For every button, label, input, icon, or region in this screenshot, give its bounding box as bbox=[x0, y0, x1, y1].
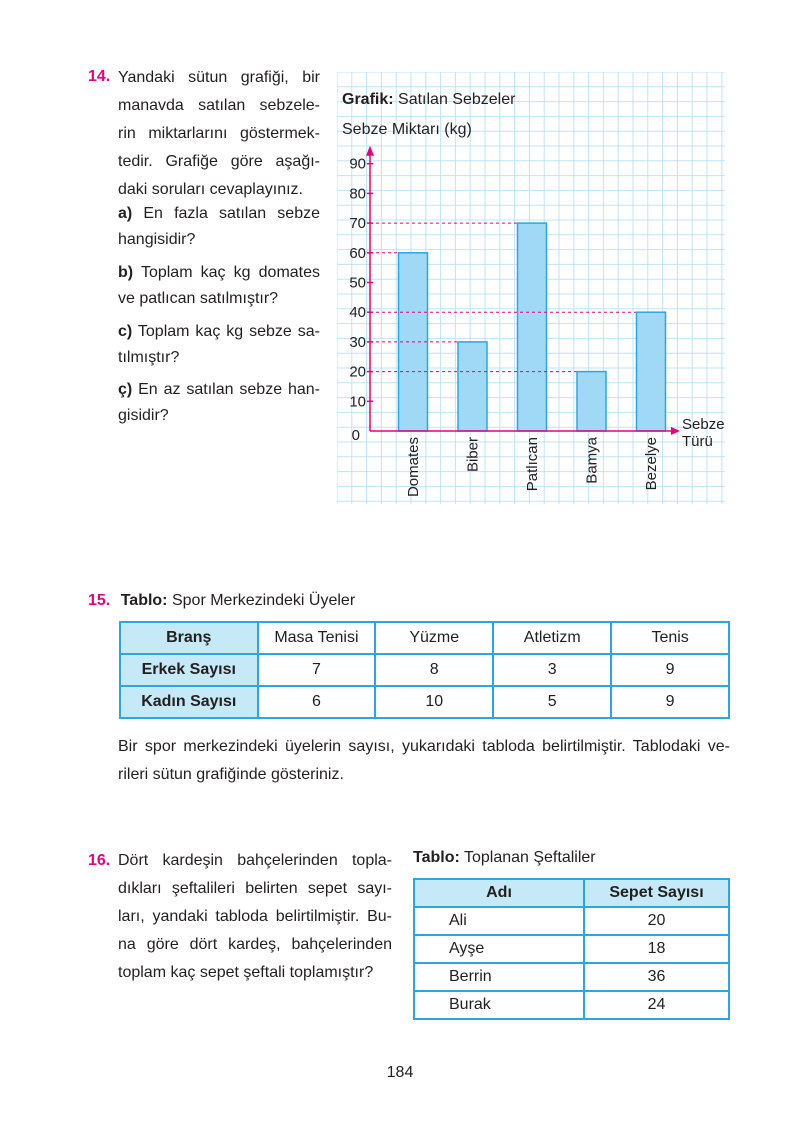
y-tick-label: 10 bbox=[349, 393, 366, 411]
question-16-text bbox=[118, 847, 392, 987]
table-cell-name: Burak bbox=[414, 991, 584, 1019]
sports-members-table bbox=[119, 621, 730, 719]
q14-a-line: En fazla satılan sebze bbox=[143, 205, 320, 222]
question-14-number: 14. bbox=[88, 68, 111, 85]
table-header-row bbox=[414, 879, 729, 907]
table-row bbox=[414, 991, 729, 1019]
y-axis-arrow bbox=[366, 146, 374, 156]
q16-table-title bbox=[413, 849, 596, 867]
table-cell: 8 bbox=[375, 654, 493, 686]
x-axis-label-line2: Türü bbox=[682, 433, 713, 450]
category-label: Bezelye bbox=[643, 437, 660, 491]
table-cell: 7 bbox=[258, 654, 376, 686]
q14-b-label: b) bbox=[118, 264, 134, 281]
table-row bbox=[120, 654, 729, 686]
table-cell: 6 bbox=[258, 686, 376, 718]
bar-bamya bbox=[577, 372, 606, 431]
table-header-cell: Sepet Sayısı bbox=[584, 879, 729, 907]
table-cell-name: Ali bbox=[414, 907, 584, 935]
table-header-cell: Yüzme bbox=[375, 622, 493, 654]
page-number: 184 bbox=[386, 1064, 414, 1081]
table-row bbox=[414, 907, 729, 935]
chart-title-bold: Grafik: bbox=[342, 91, 394, 108]
q16-table-title-text: Toplanan Şeftaliler bbox=[463, 849, 596, 866]
q14-a-line: hangisidir? bbox=[118, 231, 196, 248]
q16-text-line: na göre dört kardeş, bahçelerinden bbox=[118, 936, 392, 953]
q14-d-line: En az satılan sebze han- bbox=[138, 381, 320, 398]
table-cell-name: Berrin bbox=[414, 963, 584, 991]
q14-b-line: Toplam kaç kg domates bbox=[140, 264, 321, 281]
q15-table-title-bold: Tablo: bbox=[120, 592, 168, 609]
q16-text-line: Dört kardeşin bahçelerinden topla- bbox=[118, 852, 392, 869]
table-cell-count: 20 bbox=[584, 907, 729, 935]
q16-text-line: dıkları şeftalileri belirten sepet sayı- bbox=[118, 880, 392, 897]
row-label: Erkek Sayısı bbox=[120, 654, 258, 686]
table-header-cell: Masa Tenisi bbox=[258, 622, 376, 654]
q14-a-label: a) bbox=[118, 205, 133, 222]
table-cell: 10 bbox=[375, 686, 493, 718]
table-row bbox=[414, 935, 729, 963]
table-cell-count: 18 bbox=[584, 935, 729, 963]
vegetable-bar-chart bbox=[337, 72, 725, 504]
q15-text-line: Bir spor merkezindeki üyelerin sayısı, yukarıdaki tabloda belirtilmiştir. Tablodaki ve- bbox=[118, 738, 730, 755]
category-label: Biber bbox=[464, 437, 482, 473]
table-row bbox=[414, 963, 729, 991]
table-header-cell: Adı bbox=[414, 879, 584, 907]
q14-d-line: gisidir? bbox=[118, 407, 169, 424]
chart-title-text: Satılan Sebzeler bbox=[398, 91, 516, 108]
q14-c-label: c) bbox=[118, 323, 133, 340]
table-header-cell: Tenis bbox=[611, 622, 729, 654]
x-axis-label-line1: Sebze bbox=[682, 416, 725, 433]
y-tick-label: 20 bbox=[349, 363, 366, 381]
category-label: Patlıcan bbox=[524, 437, 541, 492]
peaches-table bbox=[413, 878, 730, 1020]
bar-patlıcan bbox=[518, 223, 547, 431]
table-cell: 3 bbox=[493, 654, 611, 686]
bar-biber bbox=[458, 342, 487, 431]
y-tick-label: 80 bbox=[349, 185, 366, 203]
table-cell-count: 36 bbox=[584, 963, 729, 991]
q15-table-title: Spor Merkezindeki Üyeler bbox=[171, 592, 356, 609]
q16-table-title-bold: Tablo: bbox=[413, 849, 460, 866]
q14-intro-line: rin miktarlarını göstermek- bbox=[118, 125, 320, 142]
question-16-number: 16. bbox=[88, 852, 111, 869]
question-15-heading bbox=[88, 592, 355, 610]
q14-d-label: ç) bbox=[118, 381, 133, 398]
question-14-intro bbox=[118, 64, 320, 204]
q14-c-line: Toplam kaç kg sebze sa- bbox=[137, 323, 321, 340]
y-axis-label: Sebze Miktarı (kg) bbox=[342, 121, 472, 138]
y-tick-label: 90 bbox=[349, 155, 366, 173]
q14-intro-line: tedir. Grafiğe göre aşağı- bbox=[118, 153, 320, 170]
table-cell-count: 24 bbox=[584, 991, 729, 1019]
table-header-cell: Branş bbox=[120, 622, 258, 654]
y-tick-label: 30 bbox=[349, 333, 366, 351]
category-label: Domates bbox=[405, 437, 422, 498]
table-row bbox=[120, 686, 729, 718]
bar-chart-svg bbox=[337, 72, 725, 504]
q15-text-line: rileri sütun grafiğinde gösteriniz. bbox=[118, 766, 344, 783]
y-tick-label: 40 bbox=[349, 304, 366, 322]
chart-title bbox=[342, 91, 516, 108]
table-cell: 9 bbox=[611, 686, 729, 718]
question-15-number: 15. bbox=[88, 592, 111, 609]
y-tick-label: 0 bbox=[351, 427, 360, 444]
table-cell: 5 bbox=[493, 686, 611, 718]
q16-text-line: toplam kaç sepet şeftali toplamıştır? bbox=[118, 964, 374, 981]
table-header-cell: Atletizm bbox=[493, 622, 611, 654]
q14-intro-line: daki soruları cevaplayınız. bbox=[118, 181, 303, 198]
category-label: Bamya bbox=[583, 437, 601, 484]
row-label: Kadın Sayısı bbox=[120, 686, 258, 718]
table-cell-name: Ayşe bbox=[414, 935, 584, 963]
q16-text-line: ları, yandaki tabloda belirtilmiştir. Bu- bbox=[118, 908, 392, 925]
table-cell: 9 bbox=[611, 654, 729, 686]
y-tick-label: 50 bbox=[349, 274, 366, 292]
q14-b-line: ve patlıcan satılmıştır? bbox=[118, 290, 279, 307]
question-14-c bbox=[118, 319, 320, 371]
q14-intro-line: Yandaki sütun grafiği, bir bbox=[118, 69, 320, 86]
question-14-a bbox=[118, 201, 320, 253]
question-15-text bbox=[118, 733, 730, 789]
bar-bezelye bbox=[637, 312, 666, 431]
question-14-b bbox=[118, 260, 320, 312]
y-tick-label: 70 bbox=[349, 215, 366, 233]
x-axis-arrow bbox=[671, 427, 680, 435]
q14-c-line: tılmıştır? bbox=[118, 349, 180, 366]
y-tick-label: 60 bbox=[349, 244, 366, 262]
q14-intro-line: manavda satılan sebzele- bbox=[118, 97, 320, 114]
table-header-row bbox=[120, 622, 729, 654]
question-14-d bbox=[118, 377, 320, 429]
